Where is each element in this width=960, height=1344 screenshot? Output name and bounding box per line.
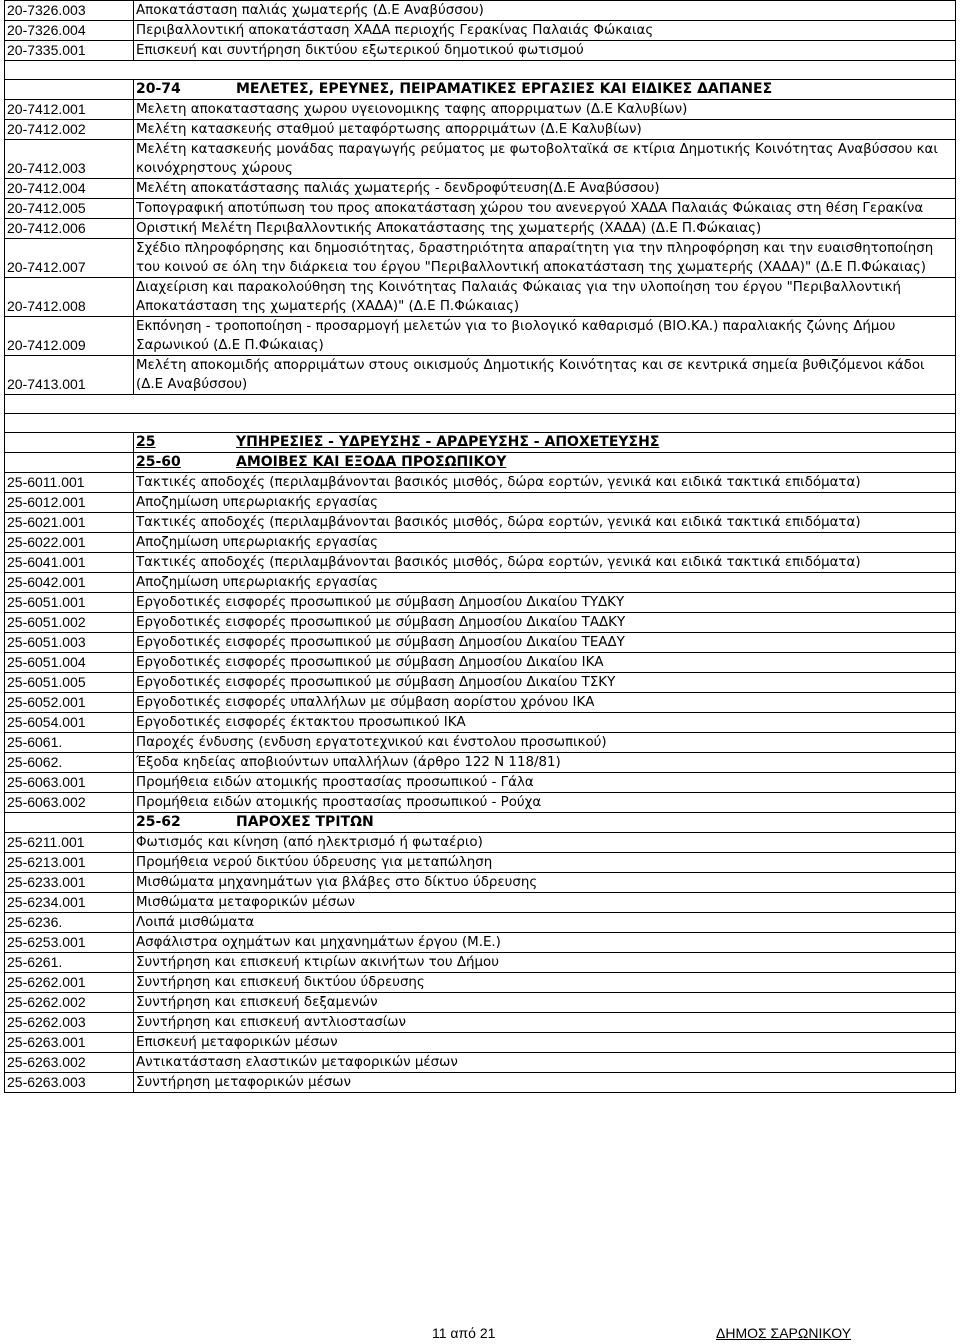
budget-row: [5, 573, 956, 593]
budget-row: [5, 593, 956, 613]
account-code: 25-6233.001: [5, 873, 134, 893]
budget-row: [5, 773, 956, 793]
account-description: Μελέτη αποκατάστασης παλιάς χωματερής - δενδροφύτευση(Δ.Ε Αναβύσσου): [134, 179, 956, 199]
section-number: 25: [136, 434, 156, 450]
budget-row: [5, 473, 956, 493]
account-description: Τακτικές αποδοχές (περιλαμβάνονται βασικός μισθός, δώρα εορτών, γενικά και ειδικά τακτικά επιδόματα): [134, 553, 956, 573]
budget-table-body: [5, 1, 956, 1093]
blank-row: [5, 61, 956, 80]
section-title-cell: [134, 80, 956, 100]
account-description: Εργοδοτικές εισφορές προσωπικού με σύμβαση Δημοσίου Δικαίου ΤΥΔΚΥ: [134, 593, 956, 613]
budget-row: [5, 933, 956, 953]
account-description: Συντήρηση μεταφορικών μέσων: [134, 1073, 956, 1093]
budget-row: [5, 179, 956, 199]
account-description: Διαχείριση και παρακολούθηση της Κοινότητας Παλαιάς Φώκαιας για την υλοποίηση του έργου "Περιβαλλοντική Αποκατάσταση της χωματερής (ΧΑΔΑ)" (Δ.Ε Π.Φώκαιας): [134, 278, 956, 317]
account-description: Οριστική Μελέτη Περιβαλλοντικής Αποκατάστασης της χωματερής (ΧΑΔΑ) (Δ.Ε Π.Φώκαιας): [134, 219, 956, 239]
account-code: 25-6052.001: [5, 693, 134, 713]
budget-row: [5, 1033, 956, 1053]
account-description: Παροχές ένδυσης (ενδυση εργατοτεχνικού και ένστολου προσωπικού): [134, 733, 956, 753]
budget-row: [5, 120, 956, 140]
budget-row: [5, 893, 956, 913]
account-description: Μελέτη κατασκευής μονάδας παραγωγής ρεύματος με φωτοβολταϊκά σε κτίρια Δημοτικής Κοινότητας Αναβύσσου και κοινόχρηστους χώρους: [134, 140, 956, 179]
budget-table: [4, 0, 956, 1093]
section-heading-row: [5, 813, 956, 833]
budget-row: [5, 513, 956, 533]
account-description: Φωτισμός και κίνηση (από ηλεκτρισμό ή φωταέριο): [134, 833, 956, 853]
blank-cell: [5, 414, 956, 433]
budget-row: [5, 633, 956, 653]
blank-row: [5, 395, 956, 414]
account-description: Προμήθεια ειδών ατομικής προστασίας προσωπικού - Γάλα: [134, 773, 956, 793]
budget-row: [5, 913, 956, 933]
account-description: Αποκατάσταση παλιάς χωματερής (Δ.Ε Αναβύσσου): [134, 1, 956, 21]
budget-row: [5, 199, 956, 219]
account-code: 20-7412.001: [5, 100, 134, 120]
account-code: 20-7412.005: [5, 199, 134, 219]
budget-row: [5, 613, 956, 633]
budget-row: [5, 278, 956, 317]
section-code-cell: [5, 80, 134, 100]
budget-row: [5, 953, 956, 973]
account-code: 20-7413.001: [5, 356, 134, 395]
budget-row: [5, 853, 956, 873]
budget-row: [5, 533, 956, 553]
account-description: Συντήρηση και επισκευή δεξαμενών: [134, 993, 956, 1013]
section-title: ΠΑΡΟΧΕΣ ΤΡΙΤΩΝ: [236, 814, 374, 830]
section-title: ΥΠΗΡΕΣΙΕΣ - ΥΔΡΕΥΣΗΣ - ΑΡΔΡΕΥΣΗΣ - ΑΠΟΧΕΤΕΥΣΗΣ: [236, 434, 660, 450]
account-description: Εργοδοτικές εισφορές υπαλλήλων με σύμβαση αορίστου χρόνου ΙΚΑ: [134, 693, 956, 713]
account-code: 20-7412.003: [5, 140, 134, 179]
budget-row: [5, 793, 956, 813]
account-code: 25-6051.005: [5, 673, 134, 693]
budget-row: [5, 21, 956, 41]
blank-cell: [5, 61, 956, 80]
section-number: 25-62: [136, 814, 181, 830]
account-code: 25-6051.003: [5, 633, 134, 653]
budget-row: [5, 553, 956, 573]
account-description: Αποζημίωση υπερωριακής εργασίας: [134, 533, 956, 553]
account-description: Τακτικές αποδοχές (περιλαμβάνονται βασικός μισθός, δώρα εορτών, γενικά και ειδικά τακτικά επιδόματα): [134, 513, 956, 533]
account-code: 25-6262.003: [5, 1013, 134, 1033]
account-code: 25-6236.: [5, 913, 134, 933]
account-code: 25-6063.001: [5, 773, 134, 793]
account-description: Αντικατάσταση ελαστικών μεταφορικών μέσων: [134, 1053, 956, 1073]
account-code: 25-6253.001: [5, 933, 134, 953]
budget-row: [5, 653, 956, 673]
account-description: Εργοδοτικές εισφορές προσωπικού με σύμβαση Δημοσίου Δικαίου ΙΚΑ: [134, 653, 956, 673]
budget-row: [5, 873, 956, 893]
account-code: 20-7412.009: [5, 317, 134, 356]
budget-row: [5, 1073, 956, 1093]
account-description: Συντήρηση και επισκευή κτιρίων ακινήτων του Δήμου: [134, 953, 956, 973]
account-description: Εκπόνηση - τροποποίηση - προσαρμογή μελετών για το βιολογικό καθαρισμό (ΒΙΟ.ΚΑ.) παραλιακής ζώνης Δήμου Σαρωνικού (Δ.Ε Π.Φώκαιας): [134, 317, 956, 356]
account-code: 25-6262.002: [5, 993, 134, 1013]
budget-row: [5, 1, 956, 21]
account-description: Αποζημίωση υπερωριακής εργασίας: [134, 573, 956, 593]
account-description: Εργοδοτικές εισφορές έκτακτου προσωπικού ΙΚΑ: [134, 713, 956, 733]
account-code: 25-6063.002: [5, 793, 134, 813]
account-code: 25-6041.001: [5, 553, 134, 573]
municipality-name: ΔΗΜΟΣ ΣΑΡΩΝΙΚΟΥ: [716, 1325, 852, 1341]
account-description: Εργοδοτικές εισφορές προσωπικού με σύμβαση Δημοσίου Δικαίου ΤΣΚΥ: [134, 673, 956, 693]
account-description: Περιβαλλοντική αποκατάσταση ΧΑΔΑ περιοχής Γερακίνας Παλαιάς Φώκαιας: [134, 21, 956, 41]
account-code: 25-6213.001: [5, 853, 134, 873]
budget-row: [5, 733, 956, 753]
account-code: 20-7412.002: [5, 120, 134, 140]
account-code: 20-7412.004: [5, 179, 134, 199]
section-code-cell: [5, 453, 134, 473]
section-heading-row: [5, 433, 956, 453]
account-code: 25-6261.: [5, 953, 134, 973]
account-code: 20-7412.006: [5, 219, 134, 239]
budget-row: [5, 317, 956, 356]
account-description: Επισκευή μεταφορικών μέσων: [134, 1033, 956, 1053]
section-code-cell: [5, 813, 134, 833]
budget-row: [5, 753, 956, 773]
budget-row: [5, 100, 956, 120]
account-description: Επισκευή και συντήρηση δικτύου εξωτερικού δημοτικού φωτισμού: [134, 41, 956, 61]
account-description: Μισθώματα μεταφορικών μέσων: [134, 893, 956, 913]
account-code: 25-6062.: [5, 753, 134, 773]
account-description: Μελέτη αποκομιδής απορριμάτων στους οικισμούς Δημοτικής Κοινότητας και σε κεντρικά σημεία βυθιζόμενοι κάδοι (Δ.Ε Αναβύσσου): [134, 356, 956, 395]
section-title: ΜΕΛΕΤΕΣ, ΕΡΕΥΝΕΣ, ΠΕΙΡΑΜΑΤΙΚΕΣ ΕΡΓΑΣΙΕΣ ΚΑΙ ΕΙΔΙΚΕΣ ΔΑΠΑΝΕΣ: [236, 81, 773, 97]
page-number: 11 από 21: [432, 1325, 496, 1341]
budget-row: [5, 973, 956, 993]
account-code: 20-7412.008: [5, 278, 134, 317]
account-description: Τοπογραφική αποτύπωση του προς αποκατάσταση χώρου του ανενεργού ΧΑΔΑ Παλαιάς Φώκαιας στη θέση Γερακίνα: [134, 199, 956, 219]
section-title-cell: [134, 453, 956, 473]
account-description: Εργοδοτικές εισφορές προσωπικού με σύμβαση Δημοσίου Δικαίου ΤΑΔΚΥ: [134, 613, 956, 633]
budget-row: [5, 993, 956, 1013]
account-description: Λοιπά μισθώματα: [134, 913, 956, 933]
account-code: 25-6262.001: [5, 973, 134, 993]
account-description: Σχέδιο πληροφόρησης και δημοσιότητας, δραστηριότητα απαραίτητη για την πληροφόρηση και την ευαισθητοποίηση του κοινού σε όλη την διάρκεια του έργου "Περιβαλλοντική αποκατάσταση της χωματερής (ΧΑΔΑ)" (Δ.Ε Π.Φώκαιας): [134, 239, 956, 278]
account-description: Έξοδα κηδείας αποβιούντων υπαλλήλων (άρθρο 122 Ν 118/81): [134, 753, 956, 773]
account-code: 25-6011.001: [5, 473, 134, 493]
account-code: 25-6054.001: [5, 713, 134, 733]
section-title-cell: [134, 433, 956, 453]
account-description: Μισθώματα μηχανημάτων για βλάβες στο δίκτυο ύδρευσης: [134, 873, 956, 893]
account-code: 25-6051.001: [5, 593, 134, 613]
account-description: Προμήθεια νερού δικτύου ύδρευσης για μεταπώληση: [134, 853, 956, 873]
account-description: Εργοδοτικές εισφορές προσωπικού με σύμβαση Δημοσίου Δικαίου ΤΕΑΔΥ: [134, 633, 956, 653]
account-code: 20-7412.007: [5, 239, 134, 278]
budget-row: [5, 356, 956, 395]
section-title: ΑΜΟΙΒΕΣ ΚΑΙ ΕΞΟΔΑ ΠΡΟΣΩΠΙΚΟΥ: [236, 454, 507, 470]
account-code: 20-7326.004: [5, 21, 134, 41]
account-description: Τακτικές αποδοχές (περιλαμβάνονται βασικός μισθός, δώρα εορτών, γενικά και ειδικά τακτικά επιδόματα): [134, 473, 956, 493]
budget-row: [5, 833, 956, 853]
blank-row: [5, 414, 956, 433]
budget-row: [5, 493, 956, 513]
account-code: 25-6042.001: [5, 573, 134, 593]
section-title-cell: [134, 813, 956, 833]
account-description: Αποζημίωση υπερωριακής εργασίας: [134, 493, 956, 513]
account-description: Ασφάλιστρα οχημάτων και μηχανημάτων έργου (Μ.Ε.): [134, 933, 956, 953]
budget-row: [5, 693, 956, 713]
budget-row: [5, 1053, 956, 1073]
account-code: 25-6051.002: [5, 613, 134, 633]
section-heading-row: [5, 453, 956, 473]
budget-row: [5, 41, 956, 61]
account-code: 25-6012.001: [5, 493, 134, 513]
budget-row: [5, 239, 956, 278]
account-description: Συντήρηση και επισκευή δικτύου ύδρευσης: [134, 973, 956, 993]
account-code: 25-6021.001: [5, 513, 134, 533]
section-number: 20-74: [136, 81, 181, 97]
section-heading-row: [5, 80, 956, 100]
account-code: 25-6234.001: [5, 893, 134, 913]
account-description: Μελέτη κατασκευής σταθμού μεταφόρτωσης απορριμάτων (Δ.Ε Καλυβίων): [134, 120, 956, 140]
account-description: Συντήρηση και επισκευή αντλιοστασίων: [134, 1013, 956, 1033]
account-code: 20-7335.001: [5, 41, 134, 61]
account-description: Προμήθεια ειδών ατομικής προστασίας προσωπικού - Ρούχα: [134, 793, 956, 813]
budget-row: [5, 673, 956, 693]
budget-row: [5, 713, 956, 733]
section-code-cell: [5, 433, 134, 453]
account-code: 25-6022.001: [5, 533, 134, 553]
blank-cell: [5, 395, 956, 414]
account-code: 25-6061.: [5, 733, 134, 753]
account-code: 25-6051.004: [5, 653, 134, 673]
section-number: 25-60: [136, 454, 181, 470]
account-code: 20-7326.003: [5, 1, 134, 21]
budget-row: [5, 140, 956, 179]
account-code: 25-6263.002: [5, 1053, 134, 1073]
budget-row: [5, 1013, 956, 1033]
account-code: 25-6263.003: [5, 1073, 134, 1093]
account-code: 25-6211.001: [5, 833, 134, 853]
account-code: 25-6263.001: [5, 1033, 134, 1053]
account-description: Μελετη αποκαταστασης χωρου υγειονομικης ταφης απορριματων (Δ.Ε Καλυβίων): [134, 100, 956, 120]
budget-row: [5, 219, 956, 239]
